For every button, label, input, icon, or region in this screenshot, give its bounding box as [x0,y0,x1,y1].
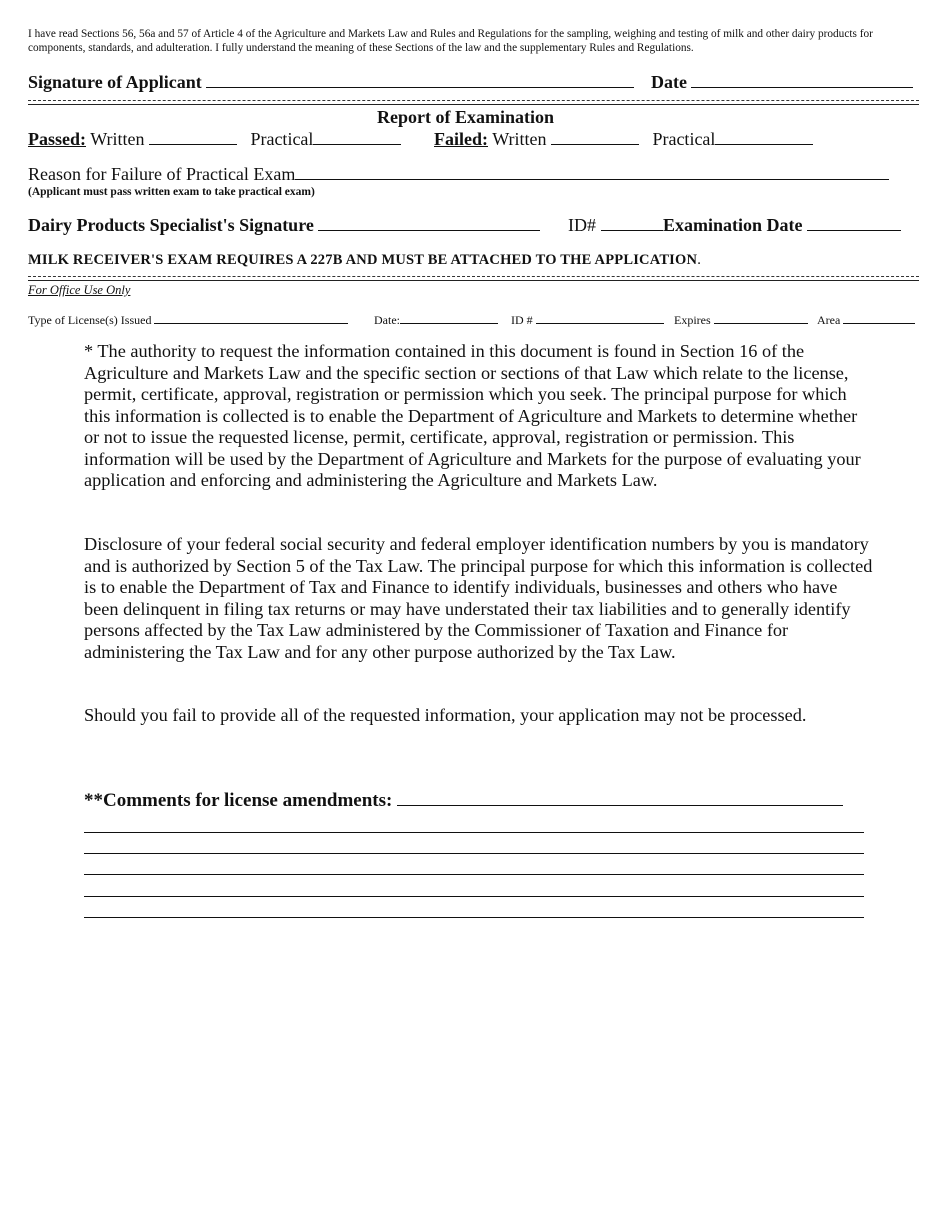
authority-paragraph: * The authority to request the information contained in this document is found in Section 16 of the Agriculture and Markets Law and the specific section or sections of that Law which relate to the license, permit, certificate, approval, registration or permission which you seek. The principal purpose for which this information is collected is to enable the Department of Agriculture and Markets to determine whether or not to issue the requested license, permit, certificate, approval, registration or permission. This information will be used by the Department of Agriculture and Markets for the purpose of evaluating your application and enforcing and administering the Agriculture and Markets Law. [84,341,861,490]
specialist-id-field[interactable] [601,229,663,231]
divider [28,280,919,281]
failed-row [434,129,813,150]
office-area: Area [817,313,915,328]
office-expires: Expires [674,313,808,328]
comments-line[interactable] [84,832,864,833]
office-license-type: Type of License(s) Issued [28,313,348,328]
failure-label: Reason for Failure of Practical Exam [28,164,296,184]
exam-date-field[interactable] [807,229,901,231]
comments-row [84,790,843,812]
milk-receiver-notice: MILK RECEIVER'S EXAM REQUIRES A 227B AND MUST BE ATTACHED TO THE APPLICATION. [28,252,702,268]
disclosure-paragraph: Disclosure of your federal social security and federal employer identification numbers by you is mandatory and is authorized by Section 5 of the Tax Law. The principal purpose for which this information is collected is to enable the Department of Tax and Finance to identify individuals, businesses and others who have been delinquent in filing tax returns or may have understated their tax liabilities and to generally identify persons affected by the Tax Law administered by the Commissioner of Taxation and Finance for administering the Tax Law and for any other purpose authorized by the Tax Law. [84,534,873,662]
failed-practical-field[interactable] [715,143,813,145]
intro-statement: I have read Sections 56, 56a and 57 of Article 4 of the Agriculture and Markets Law and Rules and Regulations for the sampling, weighing and testing of milk and other dairy products for components, standards, and adulteration. I fully understand the meaning of these Sections of the law and the supplementary Rules and Regulations. [28,28,873,54]
failure-note: (Applicant must pass written exam to take practical exam) [28,186,315,198]
date-label: Date [651,72,687,92]
license-type-field[interactable] [154,322,348,324]
passed-practical-field[interactable] [313,143,401,145]
exam-date-label: Examination Date [663,215,803,235]
office-id: ID # [511,313,664,328]
office-expires-field[interactable] [714,322,808,324]
date-row [651,72,913,93]
failed-label: Failed: [434,129,488,149]
passed-written-label: Written [90,129,145,149]
passed-row [28,129,401,150]
comments-line[interactable] [84,917,864,918]
office-date-field[interactable] [400,322,498,324]
failure-reason-field[interactable] [295,178,889,180]
office-area-field[interactable] [843,322,915,324]
specialist-id-label: ID# [568,215,596,235]
passed-written-field[interactable] [149,143,237,145]
office-use-heading: For Office Use Only [28,283,131,297]
signature-row [28,72,634,93]
failure-notice-paragraph: Should you fail to provide all of the requested information, your application may not be processed. [84,705,807,725]
divider [28,276,919,277]
office-date: Date: [374,313,498,328]
comments-label: **Comments for license amendments: [84,790,393,811]
failed-practical-label: Practical [652,129,716,149]
comments-line[interactable] [84,853,864,854]
specialist-row [28,215,540,236]
passed-practical-label: Practical [250,129,314,149]
specialist-id-row [568,215,663,236]
specialist-label: Dairy Products Specialist's Signature [28,215,314,235]
passed-label: Passed: [28,129,86,149]
comments-field[interactable] [397,804,843,806]
office-id-field[interactable] [536,322,664,324]
failure-row [28,164,889,185]
specialist-signature-field[interactable] [318,229,540,231]
divider [28,104,919,105]
failed-written-field[interactable] [551,143,639,145]
comments-line[interactable] [84,874,864,875]
exam-date-row [663,215,901,236]
signature-label: Signature of Applicant [28,72,202,92]
failed-written-label: Written [492,129,547,149]
date-field[interactable] [691,86,913,88]
signature-field[interactable] [206,86,634,88]
divider [28,100,919,101]
report-title: Report of Examination [377,107,554,127]
comments-line[interactable] [84,896,864,897]
